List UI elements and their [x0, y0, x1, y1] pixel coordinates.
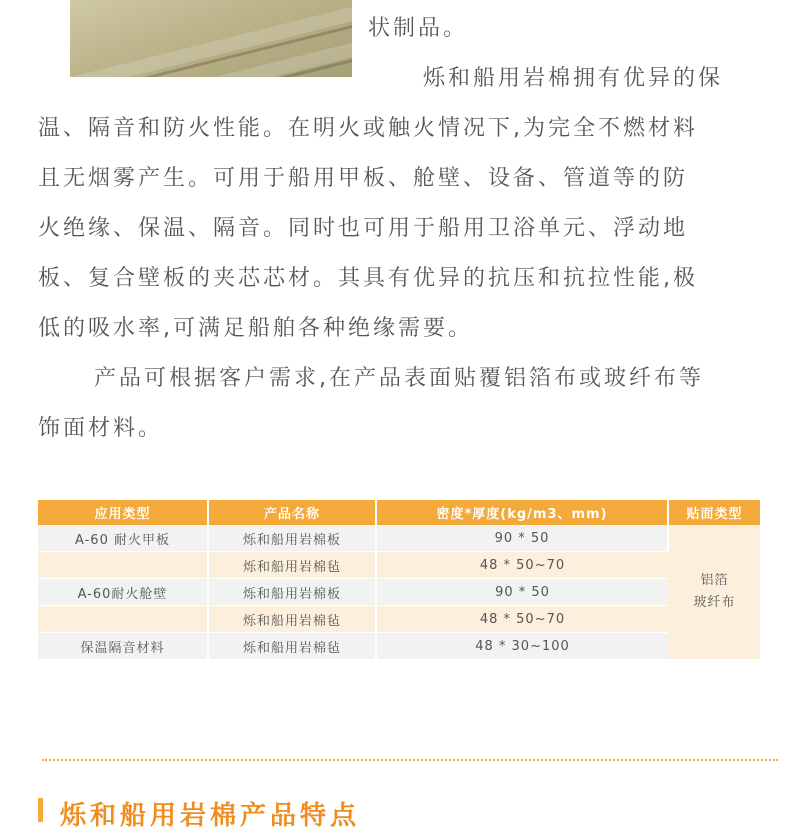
- table-header-row: [38, 500, 760, 525]
- paragraph-1-line: 低的吸水率,可满足船舶各种绝缘需要。: [38, 316, 473, 341]
- header-facing-type: 贴面类型: [668, 500, 760, 525]
- header-product-name: 产品名称: [208, 500, 376, 525]
- cell-product-name: 烁和船用岩棉毡: [208, 552, 376, 579]
- header-application-type: 应用类型: [38, 500, 208, 525]
- dotted-divider: [42, 759, 778, 761]
- facing-type-line: 玻纤布: [693, 595, 736, 610]
- cell-product-name: 烁和船用岩棉板: [208, 525, 376, 552]
- cell-application-type: 保温隔音材料: [38, 633, 208, 660]
- section-title: 烁和船用岩棉产品特点: [60, 801, 361, 831]
- cell-product-name: 烁和船用岩棉板: [208, 579, 376, 606]
- cell-product-name: 烁和船用岩棉毡: [208, 606, 376, 633]
- cell-density-thickness: 48 * 50~70: [376, 606, 668, 633]
- paragraph-2-line: 饰面材料。: [38, 416, 164, 441]
- table-row: [38, 525, 760, 552]
- header-density-thickness: 密度*厚度(kg/m3、mm): [376, 500, 668, 525]
- table-row: [38, 552, 760, 579]
- paragraph-2-line: 产品可根据客户需求,在产品表面贴覆铝箔布或玻纤布等: [94, 366, 704, 391]
- paragraph-1-line: 温、隔音和防火性能。在明火或触火情况下,为完全不燃材料: [38, 116, 698, 141]
- intro-tail-text: 状制品。: [368, 16, 469, 41]
- cell-application-type: [38, 606, 208, 633]
- table-row: [38, 606, 760, 633]
- paragraph-1-line: 且无烟雾产生。可用于船用甲板、舱壁、设备、管道等的防: [38, 166, 689, 191]
- table-row: [38, 633, 760, 660]
- cell-application-type: A-60 耐火甲板: [38, 525, 208, 552]
- cell-density-thickness: 48 * 50~70: [376, 552, 668, 579]
- paragraph-1: [38, 54, 723, 354]
- facing-type-line: 铝箔: [700, 573, 729, 588]
- cell-facing-type: [668, 525, 760, 660]
- paragraph-1-line: 烁和船用岩棉拥有优异的保: [423, 66, 724, 91]
- paragraph-2: [38, 354, 704, 454]
- cell-product-name: 烁和船用岩棉毡: [208, 633, 376, 660]
- paragraph-1-line: 火绝缘、保温、隔音。同时也可用于船用卫浴单元、浮动地: [38, 216, 689, 241]
- cell-density-thickness: 48 * 30~100: [376, 633, 668, 660]
- table-row: [38, 579, 760, 606]
- cell-density-thickness: 90 * 50: [376, 525, 668, 552]
- paragraph-1-line: 板、复合壁板的夹芯芯材。其具有优异的抗压和抗拉性能,极: [38, 266, 698, 291]
- cell-application-type: A-60耐火舱壁: [38, 579, 208, 606]
- cell-application-type: [38, 552, 208, 579]
- section-accent-bar: [38, 798, 43, 822]
- spec-table: [38, 500, 760, 660]
- cell-density-thickness: 90 * 50: [376, 579, 668, 606]
